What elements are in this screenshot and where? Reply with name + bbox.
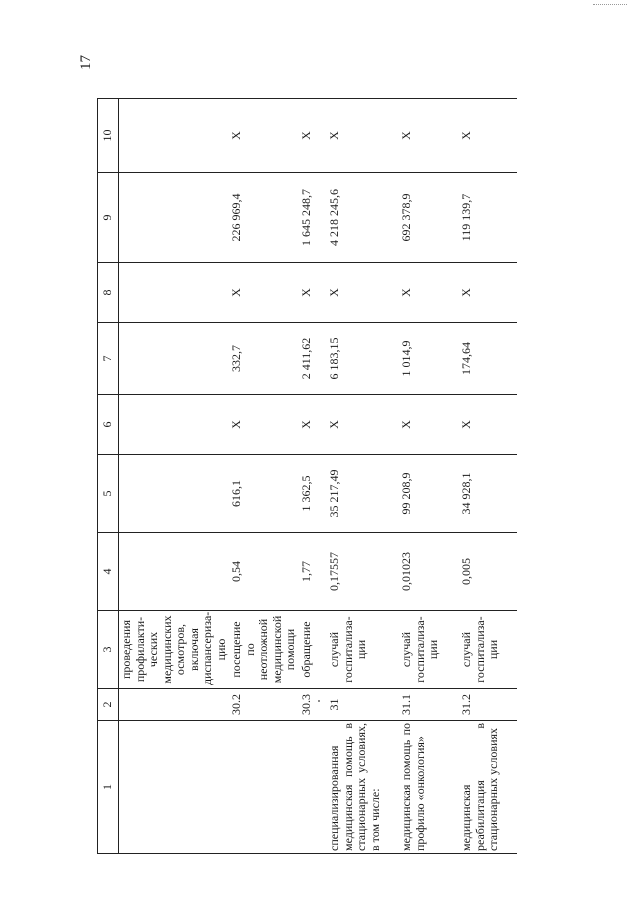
cell-c6: X: [229, 395, 299, 455]
col-header-2: 2: [98, 689, 119, 721]
col-header-6: 6: [98, 395, 119, 455]
cell-name: [229, 721, 299, 854]
cell-name: медицинская реабилитация в стационарных условиях: [459, 721, 517, 854]
cell-c6: X: [299, 395, 327, 455]
cell-row-number: 30.2: [229, 689, 299, 721]
cell-c9: 692 378,9: [399, 173, 459, 263]
cell-name: специализированная медицинская помощь в стационарных условиях, в том числе:: [327, 721, 399, 854]
cell-row-number: 31: [327, 689, 399, 721]
table-row: [119, 99, 230, 854]
col-header-5: 5: [98, 455, 119, 533]
cell-c10: X: [229, 99, 299, 173]
cell-c8: X: [327, 263, 399, 323]
table-row: [299, 99, 327, 854]
cell-c8: X: [399, 263, 459, 323]
cell-c6: X: [399, 395, 459, 455]
cell-c6: X: [327, 395, 399, 455]
cell-unit: посещение по неотложной медицинской помощи: [229, 611, 299, 689]
cell-c7: 1 014,9: [399, 323, 459, 395]
cell-row-number: [119, 689, 230, 721]
cell-c4: 0,01023: [399, 533, 459, 611]
cell-c7: 6 183,15: [327, 323, 399, 395]
col-header-10: 10: [98, 99, 119, 173]
cell-c4: [119, 533, 230, 611]
cell-c9: 1 645 248,7: [299, 173, 327, 263]
cell-c10: [119, 99, 230, 173]
col-header-8: 8: [98, 263, 119, 323]
cell-c10: X: [459, 99, 517, 173]
cell-c9: 119 139,7: [459, 173, 517, 263]
page-number: 17: [78, 55, 94, 70]
cell-c5: 616,1: [229, 455, 299, 533]
cell-c10: X: [299, 99, 327, 173]
cell-c8: [119, 263, 230, 323]
cell-c9: 226 969,4: [229, 173, 299, 263]
cell-c7: 174,64: [459, 323, 517, 395]
rotated-table-container: [97, 99, 622, 854]
cell-c8: X: [229, 263, 299, 323]
cell-unit: проведения профилакти-ческих медицинских осмотров, включая диспансериза-цию: [119, 611, 230, 689]
cell-unit: случай госпитализа-ции: [327, 611, 399, 689]
cell-c5: 34 928,1: [459, 455, 517, 533]
cell-unit: случай госпитализа-ции: [399, 611, 459, 689]
cell-row-number: 31.1: [399, 689, 459, 721]
table-row: [327, 99, 399, 854]
cell-name: [299, 721, 327, 854]
cell-c5: 1 362,5: [299, 455, 327, 533]
table-row: [399, 99, 459, 854]
cell-c10: X: [399, 99, 459, 173]
cell-c4: 0,005: [459, 533, 517, 611]
cell-c7: 2 411,62: [299, 323, 327, 395]
cell-c5: 35 217,49: [327, 455, 399, 533]
cell-c5: [119, 455, 230, 533]
cell-unit: обращение: [299, 611, 327, 689]
col-header-7: 7: [98, 323, 119, 395]
cell-c4: 1,77: [299, 533, 327, 611]
cell-c9: 4 218 245,6: [327, 173, 399, 263]
cell-name: медицинская помощь по профилю «онкология»: [399, 721, 459, 854]
cell-c6: X: [459, 395, 517, 455]
cell-c8: X: [459, 263, 517, 323]
col-header-9: 9: [98, 173, 119, 263]
cell-c5: 99 208,9: [399, 455, 459, 533]
col-header-4: 4: [98, 533, 119, 611]
cell-c7: 332,7: [229, 323, 299, 395]
cell-c6: [119, 395, 230, 455]
scan-artifact: [593, 4, 627, 7]
tariff-table: [97, 98, 517, 854]
cell-c7: [119, 323, 230, 395]
col-header-1: 1: [98, 721, 119, 854]
col-header-3: 3: [98, 611, 119, 689]
cell-name: [119, 721, 230, 854]
table-row: [229, 99, 299, 854]
cell-c4: 0,17557: [327, 533, 399, 611]
header-row: [98, 99, 119, 854]
table-row: [459, 99, 517, 854]
cell-c8: X: [299, 263, 327, 323]
cell-c4: 0,54: [229, 533, 299, 611]
cell-row-number: 31.2: [459, 689, 517, 721]
cell-unit: случай госпитализа-ции: [459, 611, 517, 689]
cell-c9: [119, 173, 230, 263]
cell-c10: X: [327, 99, 399, 173]
cell-row-number: 30.3: [299, 689, 327, 721]
